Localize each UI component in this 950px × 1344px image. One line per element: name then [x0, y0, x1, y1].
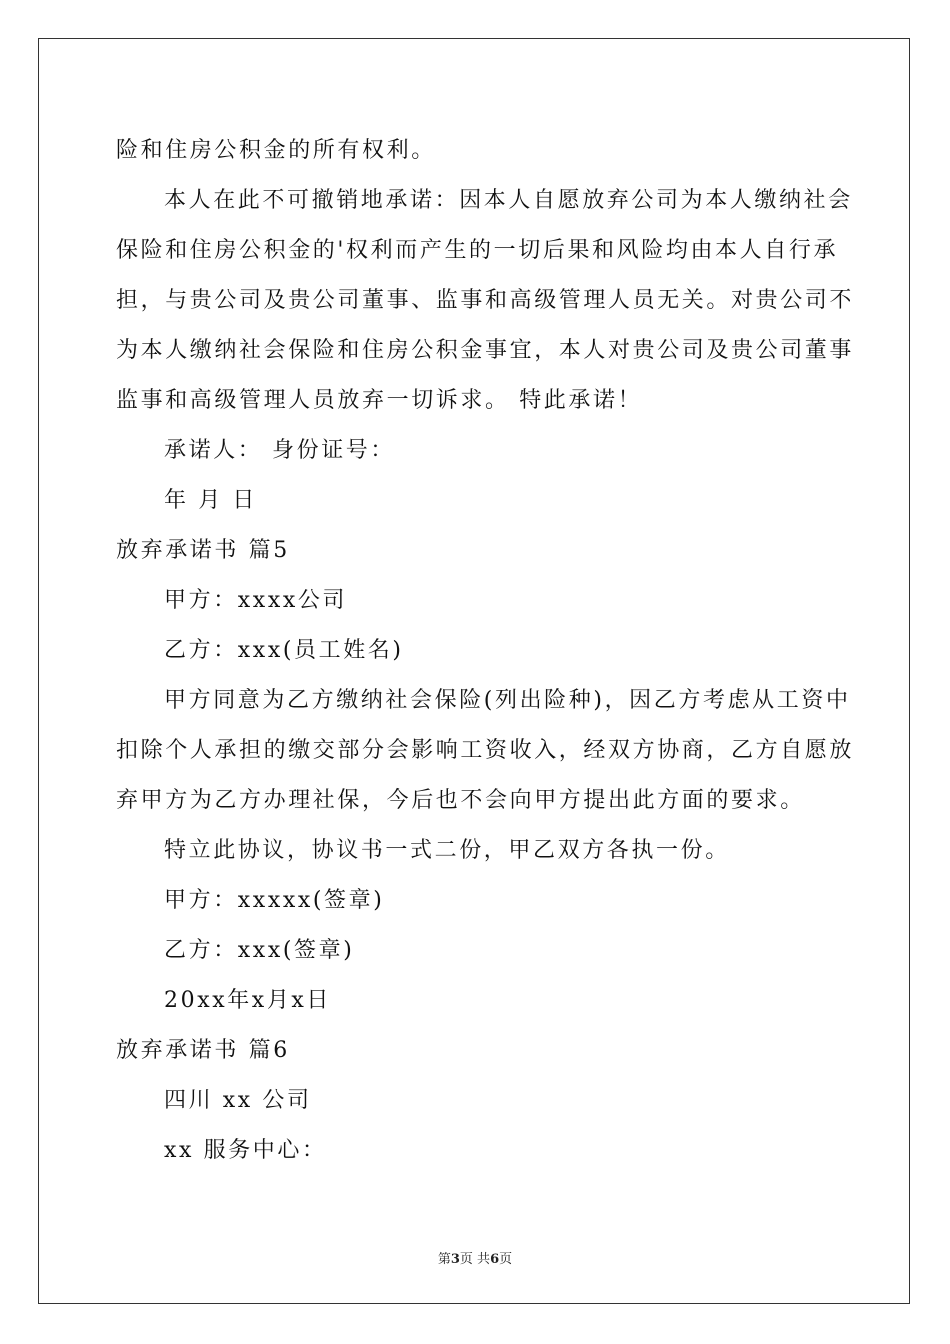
- footer-mid: 页 共: [459, 1252, 491, 1267]
- document-body: [116, 126, 855, 1176]
- date-line: 20xx年x月x日: [164, 988, 332, 1013]
- signature-line: 承诺人： 身份证号：: [164, 438, 395, 463]
- footer-suffix: 页: [499, 1252, 513, 1267]
- text-line: 担，与贵公司及贵公司董事、监事和高级管理人员无关。对贵公司不: [116, 288, 855, 313]
- text-line: 监事和高级管理人员放弃一切诉求。 特此承诺！: [116, 388, 643, 413]
- party-a-line: 甲方：xxxx公司: [164, 588, 348, 613]
- party-a-signature: 甲方：xxxxx(签章): [164, 888, 385, 913]
- current-page-number: 3: [450, 1252, 460, 1267]
- text-line: 本人在此不可撤销地承诺：因本人自愿放弃公司为本人缴纳社会: [164, 188, 853, 213]
- text-line: 甲方同意为乙方缴纳社会保险(列出险种)，因乙方考虑从工资中: [164, 688, 851, 713]
- text-line: 扣除个人承担的缴交部分会影响工资收入，经双方协商，乙方自愿放: [116, 738, 855, 763]
- text-line: 弃甲方为乙方办理社保，今后也不会向甲方提出此方面的要求。: [116, 788, 805, 813]
- addressee-line: xx 服务中心：: [164, 1138, 327, 1163]
- section-heading: 放弃承诺书 篇5: [116, 538, 290, 563]
- addressee-line: 四川 xx 公司: [164, 1088, 312, 1113]
- text-line: 险和住房公积金的所有权利。: [116, 138, 436, 163]
- date-line: 年 月 日: [164, 488, 257, 513]
- text-line: 特立此协议，协议书一式二份，甲乙双方各执一份。: [164, 838, 730, 863]
- text-line: 为本人缴纳社会保险和住房公积金事宜，本人对贵公司及贵公司董事: [116, 338, 855, 363]
- text-line: 保险和住房公积金的'权利而产生的一切后果和风险均由本人自行承: [116, 238, 839, 263]
- party-b-line: 乙方：xxx(员工姓名): [164, 638, 404, 663]
- party-b-signature: 乙方：xxx(签章): [164, 938, 355, 963]
- page-footer: [0, 1248, 950, 1267]
- footer-prefix: 第: [437, 1252, 451, 1267]
- section-heading: 放弃承诺书 篇6: [116, 1038, 290, 1063]
- total-pages-number: 6: [490, 1252, 500, 1267]
